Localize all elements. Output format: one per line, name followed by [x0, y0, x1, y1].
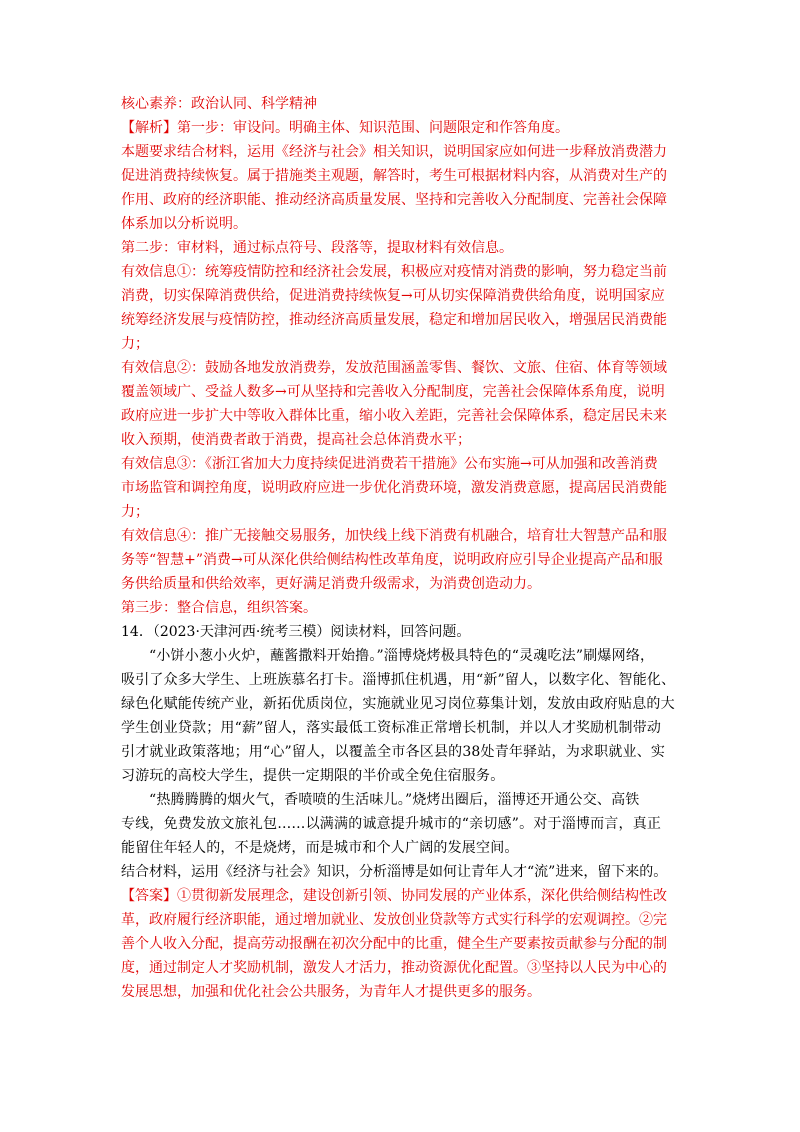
parse-label: 【解析】 — [121, 120, 177, 136]
core-literacy: 核心素养：政治认同、科学精神 — [121, 96, 317, 112]
step2-line: 第二步：审材料，通过标点符号、段落等，提取材料有效信息。 — [121, 240, 513, 256]
info2-line: 收入预期，使消费者敢于消费，提高社会总体消费水平； — [121, 432, 471, 448]
question-prompt: 结合材料，运用《经济与社会》知识，分析淄博是如何让青年人才“流”进来，留下来的。 — [121, 864, 668, 880]
step1-body-line: 促进消费持续恢复。属于措施类主观题，解答时，考生可根据材料内容，从消费对生产的 — [121, 168, 667, 184]
info2-line: 政府应进一步扩大中等收入群体比重，缩小收入差距，完善社会保障体系，稳定居民未来 — [121, 408, 667, 424]
info3-line: 市场监管和调控角度，说明政府应进一步优化消费环境，激发消费意愿，提高居民消费能 — [121, 480, 667, 496]
step3-line: 第三步：整合信息，组织答案。 — [121, 600, 317, 616]
info3-line: 力； — [121, 504, 149, 520]
info4-line: 务供给质量和供给效率，更好满足消费升级需求，为消费创造动力。 — [121, 576, 541, 592]
question-heading: 14．（2023·天津河西·统考三模）阅读材料，回答问题。 — [121, 624, 471, 640]
step1-line — [121, 116, 683, 140]
passage-line: “小饼小葱小火炉，蘸酱撒料开始撸。”淄博烧烤极具特色的“灵魂吃法”刷爆网络， — [149, 648, 655, 664]
passage-line: 绿色化赋能传统产业，新拓优质岗位，实施就业见习岗位募集计划，发放由政府贴息的大 — [121, 696, 675, 712]
step1-body-line: 本题要求结合材料，运用《经济与社会》相关知识，说明国家应如何进一步释放消费潜力 — [121, 144, 667, 160]
step1-body-line: 作用、政府的经济职能、推动经济高质量发展、坚持和完善收入分配制度、完善社会保障 — [121, 192, 667, 208]
info1-line: 统筹经济发展与疫情防控，推动经济高质量发展，稳定和增加居民收入，增强居民消费能 — [121, 312, 667, 328]
step1-body-line: 体系加以分析说明。 — [121, 216, 247, 232]
info1-line: 有效信息①：统筹疫情防控和经济社会发展，积极应对疫情对消费的影响，努力稳定当前 — [121, 264, 667, 280]
info4-line: 有效信息④：推广无接触交易服务，加快线上线下消费有机融合，培育壮大智慧产品和服 — [121, 528, 667, 544]
answer-line: 发展思想，加强和优化社会公共服务，为青年人才提供更多的服务。 — [121, 984, 541, 1000]
answer-line: 度，通过制定人才奖励机制，激发人才活力，推动资源优化配置。③坚持以人民为中心的 — [121, 960, 667, 976]
passage-line: 引才就业政策落地；用“心”留人，以覆盖全市各区县的38处青年驿站，为求职就业、实 — [121, 744, 666, 760]
passage-line: 习游玩的高校大学生，提供一定期限的半价或全免住宿服务。 — [121, 768, 505, 784]
info4-line: 务等“智慧+”消费→可从深化供给侧结构性改革角度，说明政府应引导企业提高产品和服 — [121, 552, 663, 568]
info2-line: 有效信息②：鼓励各地发放消费券，发放范围涵盖零售、餐饮、文旅、住宿、体育等领域 — [121, 360, 667, 376]
passage-line: 吸引了众多大学生、上班族慕名打卡。淄博抓住机遇，用“新”留人，以数字化、智能化、 — [121, 672, 676, 688]
passage-line: 专线，免费发放文旅礼包……以满满的诚意提升城市的“亲切感”。对于淄博而言，真正 — [121, 816, 662, 832]
info2-line: 覆盖领域广、受益人数多→可从坚持和完善收入分配制度，完善社会保障体系角度，说明 — [121, 384, 665, 400]
step1-text: 第一步：审设问。明确主体、知识范围、问题限定和作答角度。 — [177, 120, 569, 136]
info1-line: 力； — [121, 336, 149, 352]
answer-line: 革，政府履行经济职能，通过增加就业、发放创业贷款等方式实行科学的宏观调控。②完 — [121, 912, 667, 928]
answer-text: ①贯彻新发展理念，建设创新引领、协同发展的产业体系，深化供给侧结构性改 — [177, 888, 667, 904]
passage-line: 学生创业贷款；用“薪”留人，落实最低工资标准正常增长机制，并以人才奖励机制带动 — [121, 720, 662, 736]
answer-line: 善个人收入分配，提高劳动报酬在初次分配中的比重，健全生产要素按贡献参与分配的制 — [121, 936, 667, 952]
answer-label: 【答案】 — [121, 888, 177, 904]
document-page — [121, 92, 683, 1004]
passage-line: 能留住年轻人的，不是烧烤，而是城市和个人广阔的发展空间。 — [121, 840, 519, 856]
info1-line: 消费，切实保障消费供给，促进消费持续恢复→可从切实保障消费供给角度，说明国家应 — [121, 288, 665, 304]
info3-line: 有效信息③：《浙江省加大力度持续促进消费若干措施》公布实施→可从加强和改善消费 — [121, 456, 658, 472]
passage-line: “热腾腾腾的烟火气，香喷喷的生活味儿。”烧烤出圈后，淄博还开通公交、高铁 — [149, 792, 640, 808]
answer-line — [121, 884, 683, 908]
